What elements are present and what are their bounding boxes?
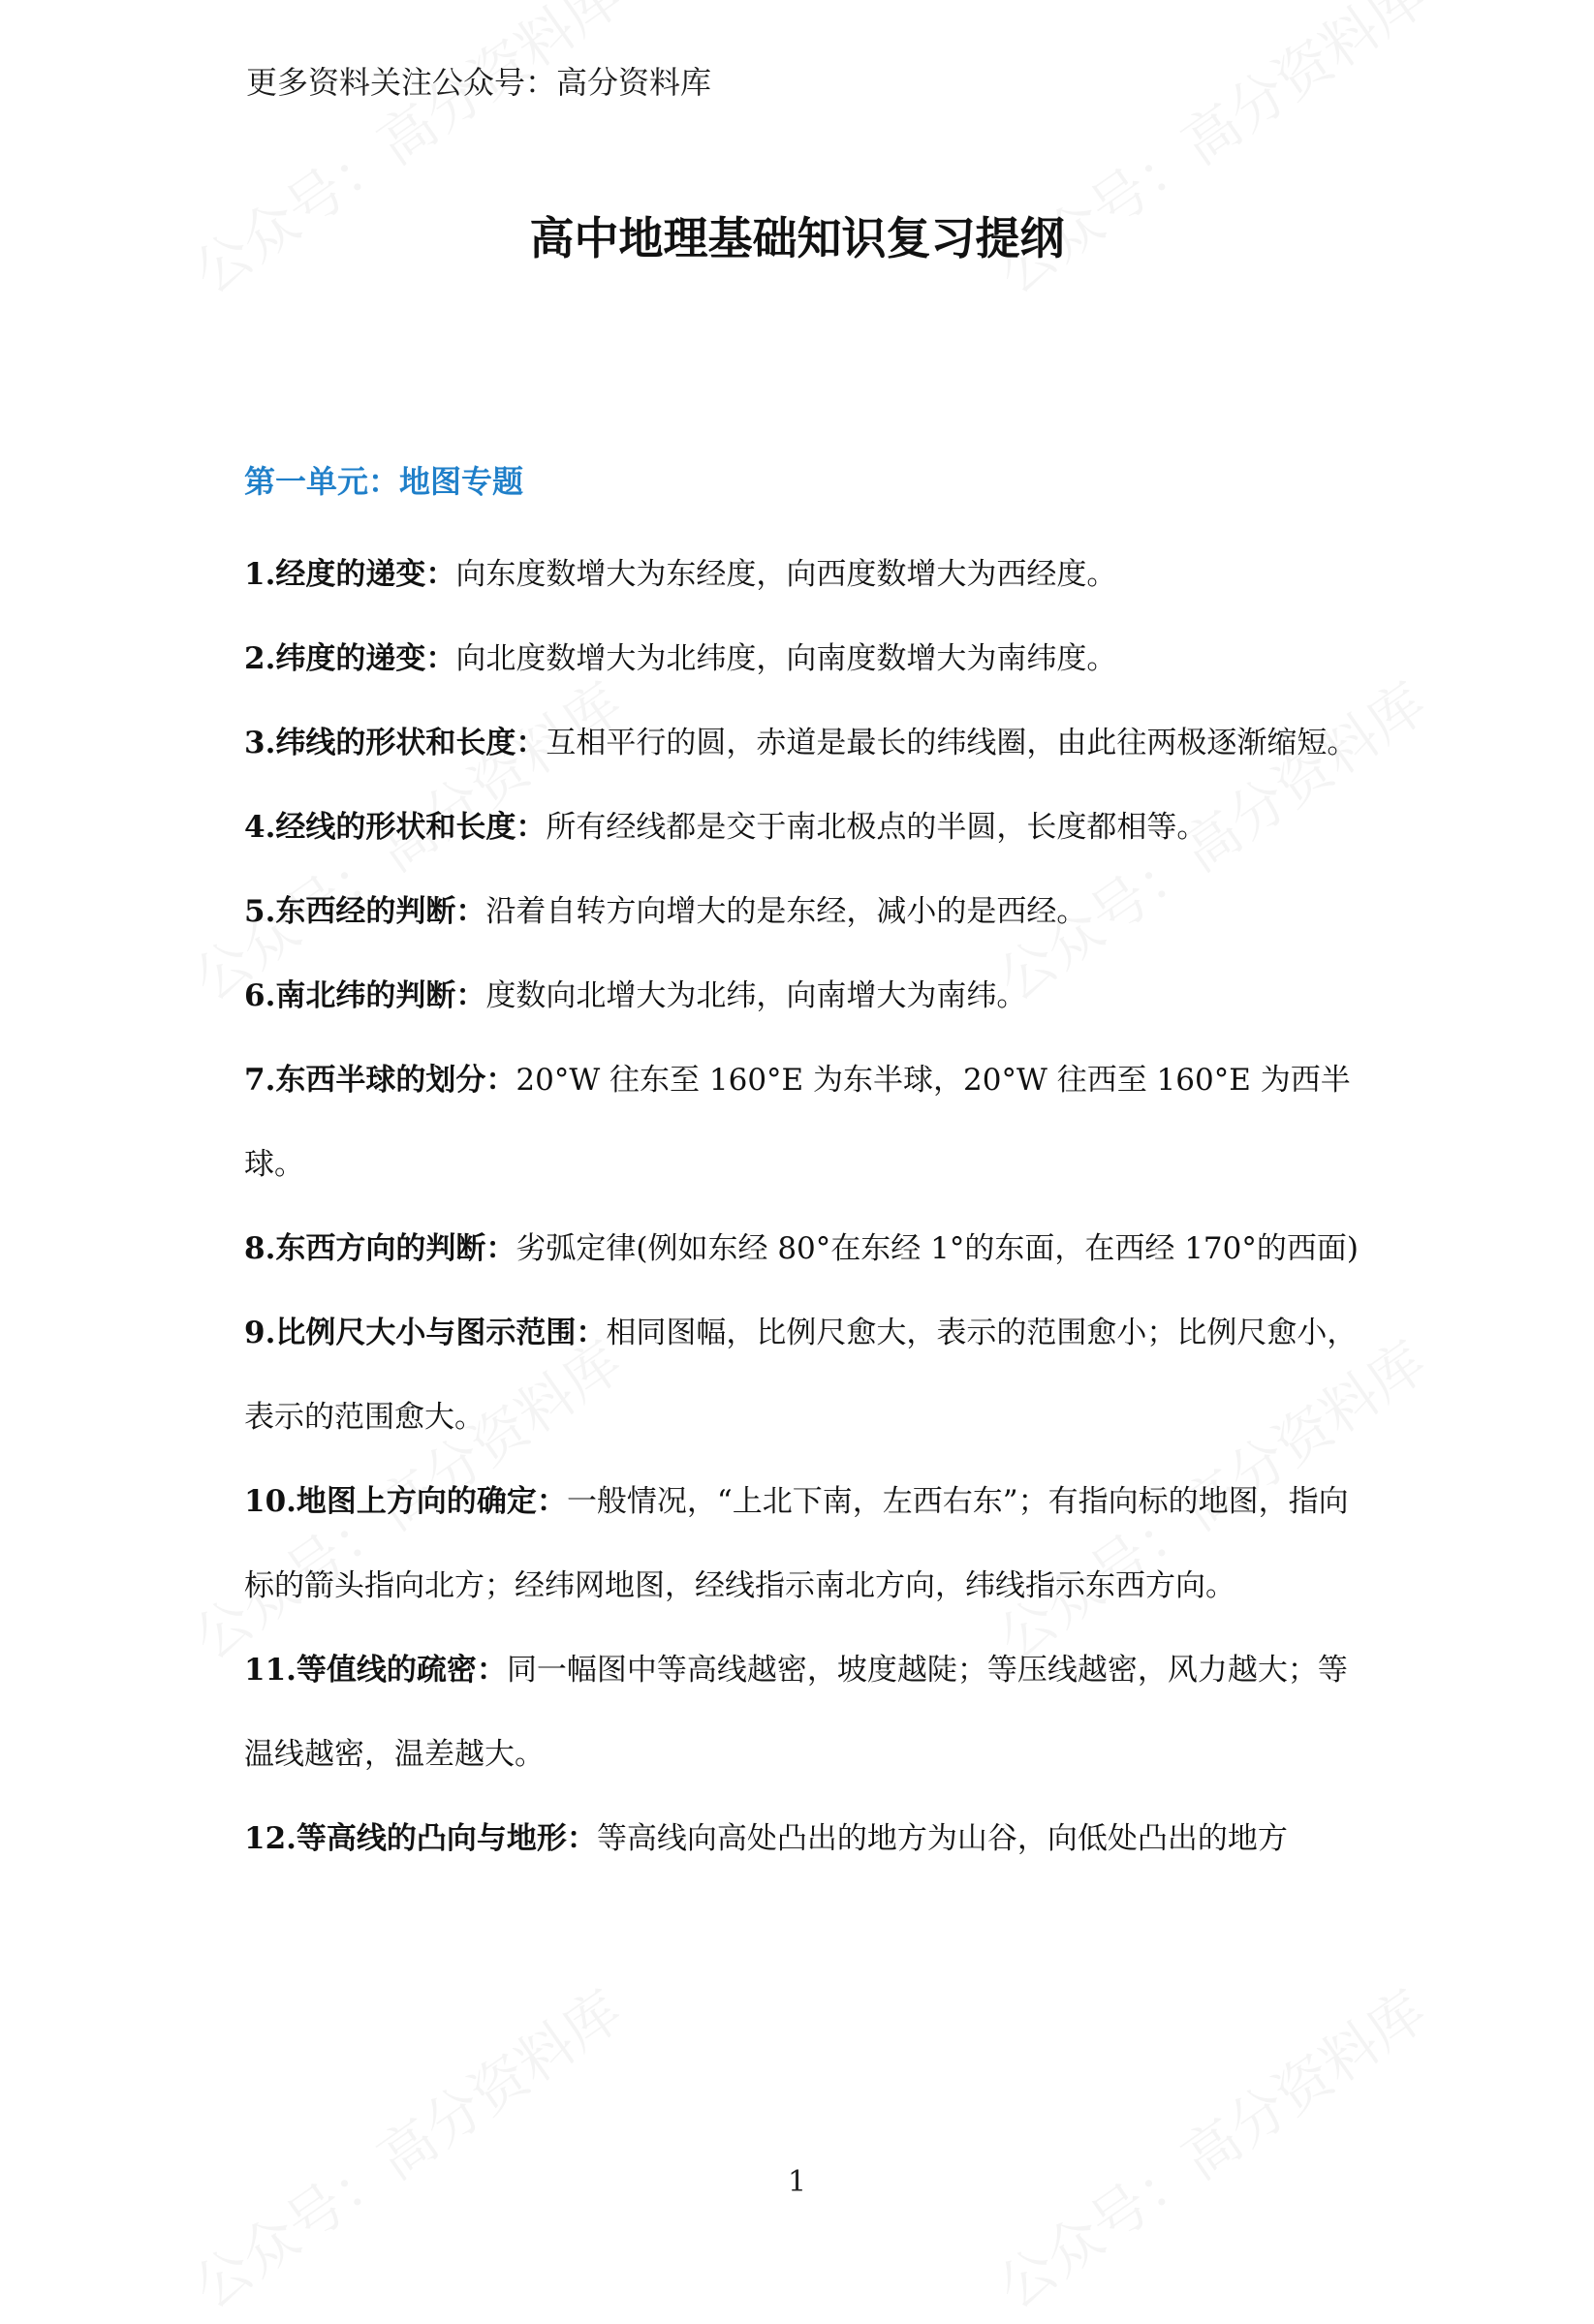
item-label: 1.经度的递变： <box>244 557 456 592</box>
item-label: 7.东西半球的划分： <box>244 1063 516 1098</box>
item-label: 3.纬线的形状和长度： <box>244 726 547 760</box>
item-label: 5.东西经的判断： <box>244 894 486 929</box>
watermark <box>979 1968 1440 2324</box>
item-text: 向东度数增大为东经度，向西度数增大为西经度。 <box>455 557 1117 592</box>
item-label: 12.等高线的凸向与地形： <box>244 1821 597 1856</box>
page-number: 1 <box>787 2165 807 2199</box>
item-label: 4.经线的形状和长度： <box>244 810 547 845</box>
item-label: 8.东西方向的判断： <box>244 1231 516 1266</box>
item-text: 相同图幅，比例尺愈大，表示的范围愈小；比例尺愈小，表示的范围愈大。 <box>244 1316 1358 1435</box>
knowledge-list <box>244 533 1359 1881</box>
item-label: 9.比例尺大小与图示范围： <box>244 1316 607 1350</box>
item-label: 2.纬度的递变： <box>244 641 456 676</box>
list-item <box>244 701 1359 786</box>
list-item <box>244 1460 1359 1628</box>
list-item <box>244 617 1359 701</box>
item-text: 20°W 往东至 160°E 为东半球，20°W 往西至 160°E 为西半球。 <box>244 1063 1351 1182</box>
document-title: 高中地理基础知识复习提纲 <box>529 212 1065 264</box>
list-item <box>244 533 1359 617</box>
item-text: 劣弧定律(例如东经 80°在东经 1°的东面，在西经 170°的西面) <box>516 1231 1359 1266</box>
list-item <box>244 870 1359 954</box>
list-item <box>244 954 1359 1038</box>
item-text: 度数向北增大为北纬，向南增大为南纬。 <box>485 978 1027 1013</box>
item-text: 向北度数增大为北纬度，向南度数增大为南纬度。 <box>455 641 1117 676</box>
list-item <box>244 1291 1359 1460</box>
list-item <box>244 1628 1359 1797</box>
item-text: 一般情况，“上北下南，左西右东”；有指向标的地图，指向标的箭头指向北方；经纬网地图，经线指示南北方向，纬线指示东西方向。 <box>244 1484 1349 1603</box>
header-note: 更多资料关注公众号：高分资料库 <box>246 64 712 101</box>
item-text: 同一幅图中等高线越密，坡度越陡；等压线越密，风力越大；等温线越密，温差越大。 <box>244 1653 1348 1772</box>
list-item <box>244 786 1359 870</box>
item-text: 所有经线都是交于南北极点的半圆，长度都相等。 <box>546 810 1207 845</box>
list-item <box>244 1797 1359 1881</box>
item-label: 6.南北纬的判断： <box>244 978 486 1013</box>
list-item <box>244 1038 1359 1207</box>
item-label: 10.地图上方向的确定： <box>244 1484 567 1519</box>
item-text: 等高线向高处凸出的地方为山谷，向低处凸出的地方 <box>596 1821 1288 1856</box>
item-text: 互相平行的圆，赤道是最长的纬线圈，由此往两极逐渐缩短。 <box>546 726 1358 760</box>
watermark <box>174 1968 636 2324</box>
item-text: 沿着自转方向增大的是东经，减小的是西经。 <box>485 894 1087 929</box>
list-item <box>244 1207 1359 1291</box>
unit-heading: 第一单元：地图专题 <box>244 463 524 500</box>
item-label: 11.等值线的疏密： <box>244 1653 507 1688</box>
